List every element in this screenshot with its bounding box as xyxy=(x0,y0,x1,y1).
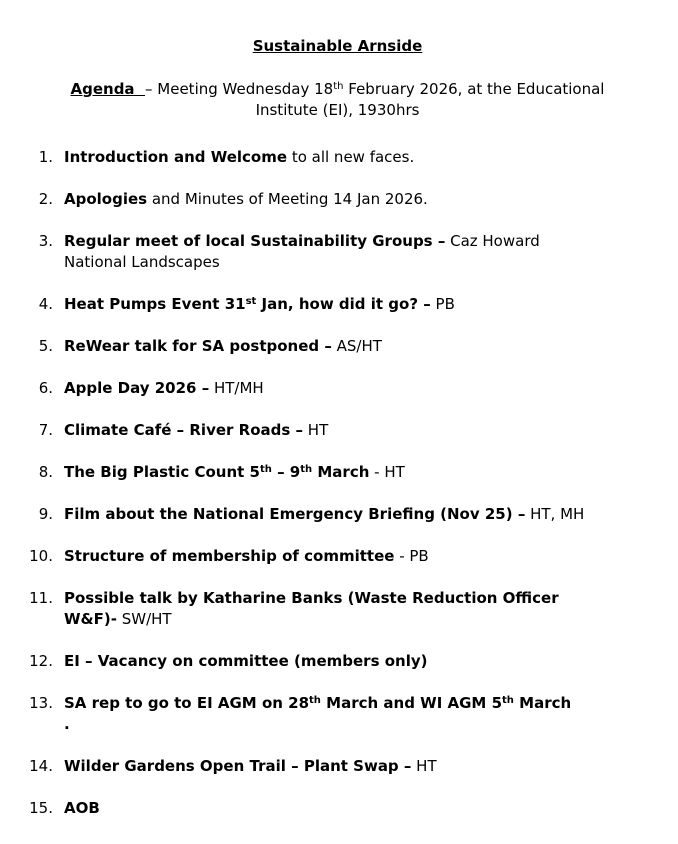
text-segment: and Minutes of Meeting 14 Jan 2026. xyxy=(147,190,428,208)
item-number: 6. xyxy=(38,379,53,397)
item-number: 7. xyxy=(38,421,53,439)
text-segment: th xyxy=(502,695,514,706)
item-number: 8. xyxy=(38,463,53,481)
text-segment: Structure of membership of committee xyxy=(64,547,395,565)
agenda-item-9 xyxy=(27,504,648,525)
agenda-item-2 xyxy=(27,189,648,210)
item-text xyxy=(64,693,648,735)
agenda-item-14 xyxy=(27,756,648,777)
text-segment: SA rep to go to EI AGM on 28 xyxy=(64,694,310,712)
document-title-text: Sustainable Arnside xyxy=(252,37,423,55)
text-segment: Introduction and Welcome xyxy=(64,148,288,166)
item-text xyxy=(64,294,648,315)
text-segment: Agenda xyxy=(70,80,146,98)
text-segment: th xyxy=(259,464,272,475)
agenda-item-5 xyxy=(27,336,648,357)
item-number: 9. xyxy=(38,505,53,523)
item-number: 13. xyxy=(29,694,53,712)
text-segment: to all new faces. xyxy=(287,148,415,166)
item-number: 2. xyxy=(38,190,53,208)
item-text xyxy=(64,336,648,357)
agenda-item-4 xyxy=(27,294,648,315)
item-text xyxy=(64,378,648,399)
item-text xyxy=(64,504,648,525)
text-segment: W&F)- xyxy=(64,610,117,628)
item-text xyxy=(64,189,648,210)
text-segment: Film about the National Emergency Briefing (Nov 25) – xyxy=(64,505,526,523)
item-text xyxy=(64,462,648,483)
text-segment: st xyxy=(245,296,257,307)
text-segment: Jan, how did it go? – xyxy=(256,295,431,313)
item-text xyxy=(64,420,648,441)
item-number: 12. xyxy=(29,652,53,670)
agenda-item-1 xyxy=(27,147,648,168)
agenda-item-8 xyxy=(27,462,648,483)
text-segment: Regular meet of local Sustainability Groups – xyxy=(64,232,446,250)
text-segment: ReWear talk for SA postponed – xyxy=(64,337,332,355)
agenda-item-11 xyxy=(27,588,648,630)
agenda-heading xyxy=(27,79,648,121)
agenda-item-12 xyxy=(27,651,648,672)
text-segment: March xyxy=(312,463,370,481)
item-number: 11. xyxy=(29,589,53,607)
text-segment: March xyxy=(513,694,572,712)
text-segment: HT xyxy=(303,421,329,439)
document-title xyxy=(27,36,648,57)
item-text xyxy=(64,588,648,630)
agenda-item-10 xyxy=(27,546,648,567)
item-number: 14. xyxy=(29,757,53,775)
text-segment: HT, MH xyxy=(525,505,585,523)
text-segment: - PB xyxy=(394,547,429,565)
text-segment: - HT xyxy=(369,463,405,481)
item-text xyxy=(64,147,648,168)
text-segment: February 2026, at the Educational xyxy=(343,80,605,98)
agenda-item-13 xyxy=(27,693,648,735)
text-segment: . xyxy=(64,715,70,733)
text-segment: Climate Café – River Roads – xyxy=(64,421,304,439)
item-number: 5. xyxy=(38,337,53,355)
text-segment: National Landscapes xyxy=(64,253,220,271)
item-number: 15. xyxy=(29,799,53,817)
text-segment: th xyxy=(309,695,321,706)
item-text xyxy=(64,651,648,672)
text-segment: Institute (EI), 1930hrs xyxy=(255,101,420,119)
agenda-item-6 xyxy=(27,378,648,399)
text-segment: Apologies xyxy=(64,190,148,208)
text-segment: Wilder Gardens Open Trail – Plant Swap – xyxy=(64,757,412,775)
text-segment: EI – Vacancy on committee (members only) xyxy=(64,652,428,670)
text-segment: Heat Pumps Event 31 xyxy=(64,295,246,313)
text-segment: The Big Plastic Count 5 xyxy=(64,463,260,481)
text-segment: Possible talk by Katharine Banks (Waste Reduction Officer xyxy=(64,589,559,607)
item-text xyxy=(64,756,648,777)
agenda-item-3 xyxy=(27,231,648,273)
text-segment: SW/HT xyxy=(116,610,172,628)
item-number: 1. xyxy=(38,148,53,166)
agenda-list xyxy=(27,147,648,819)
item-number: 3. xyxy=(38,232,53,250)
text-segment: March and WI AGM 5 xyxy=(320,694,503,712)
text-segment: AS/HT xyxy=(331,337,382,355)
item-number: 4. xyxy=(38,295,53,313)
text-segment: HT/MH xyxy=(209,379,264,397)
text-segment: – 9 xyxy=(271,463,301,481)
text-segment: th xyxy=(333,81,344,92)
agenda-item-7 xyxy=(27,420,648,441)
text-segment: – Meeting Wednesday 18 xyxy=(145,80,334,98)
item-text xyxy=(64,798,648,819)
text-segment: Caz Howard xyxy=(445,232,540,250)
item-number: 10. xyxy=(29,547,53,565)
agenda-item-15 xyxy=(27,798,648,819)
text-segment: AOB xyxy=(64,799,100,817)
text-segment: Apple Day 2026 – xyxy=(64,379,210,397)
item-text xyxy=(64,546,648,567)
text-segment: th xyxy=(300,464,313,475)
text-segment: PB xyxy=(430,295,455,313)
text-segment: HT xyxy=(411,757,437,775)
item-text xyxy=(64,231,648,273)
